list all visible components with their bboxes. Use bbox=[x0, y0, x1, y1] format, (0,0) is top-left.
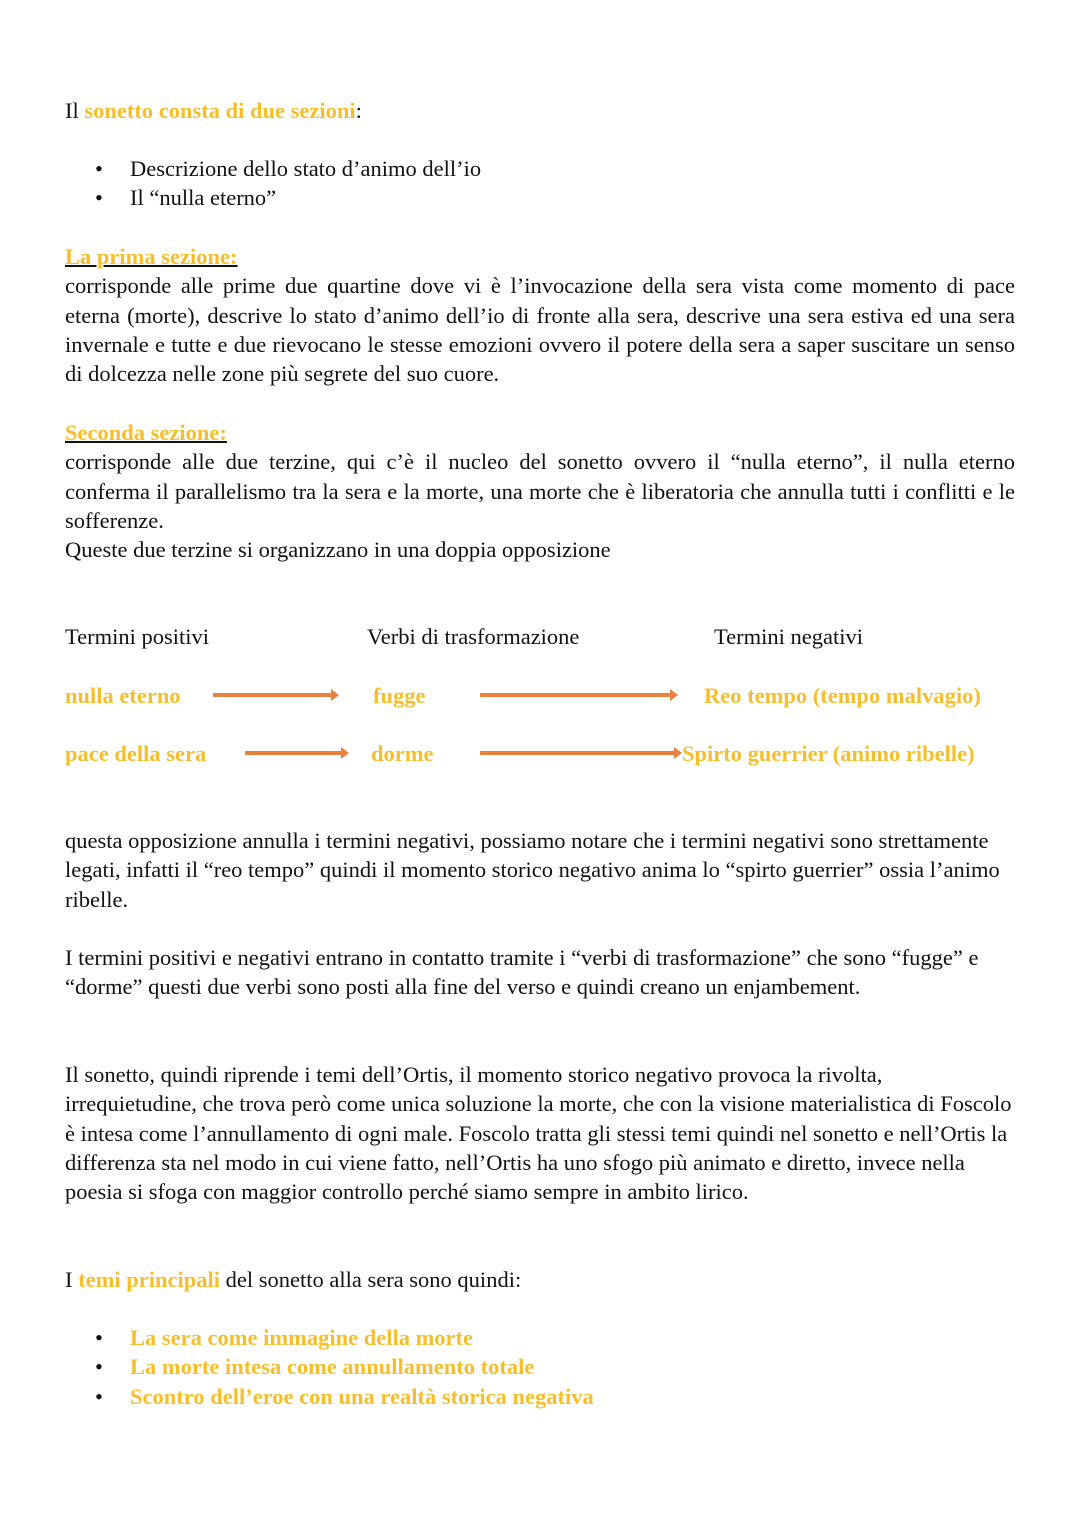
intro-line bbox=[65, 96, 1015, 125]
second-heading: Seconda sezione: bbox=[65, 420, 227, 445]
first-heading: La prima sezione: bbox=[65, 244, 238, 269]
themes-highlight: temi principali bbox=[78, 1267, 220, 1292]
negative-term: Reo tempo (tempo malvagio) bbox=[704, 683, 981, 708]
list-item: • La morte intesa come annullamento totale bbox=[65, 1352, 1015, 1381]
themes-pre: I bbox=[65, 1267, 79, 1292]
positive-term: nulla eterno bbox=[65, 683, 181, 708]
first-section bbox=[65, 242, 1015, 388]
list-item: • Il “nulla eterno” bbox=[65, 183, 1015, 212]
intro-post: : bbox=[355, 98, 362, 123]
arrow-icon bbox=[480, 693, 672, 697]
paragraph: I termini positivi e negativi entrano in contatto tramite i “verbi di trasformazione” che sono “fugge” e “dorme” questi due verbi sono posti alla fine del verso e quindi creano un enjambement. bbox=[65, 945, 979, 1000]
themes-intro bbox=[65, 1265, 1015, 1294]
second-section bbox=[65, 418, 1015, 564]
header-verbs: Verbi di trasformazione bbox=[367, 624, 580, 649]
arrow-icon bbox=[213, 693, 333, 697]
sections-list bbox=[65, 154, 1015, 213]
second-text2: Queste due terzine si organizzano in una doppia opposizione bbox=[65, 537, 611, 563]
paragraph: Il sonetto, quindi riprende i temi dell’Ortis, il momento storico negativo provoca la rivolta, irrequietudine, che trova però come unica soluzione la morte, che con la visione materialistica di Foscolo è intesa come l’annullamento di ogni male. Foscolo tratta gli stessi temi quindi nel sonetto e nell’Ortis la differenza sta nel modo in cui viene fatto, nell’Ortis ha uno sfogo più animato e diretto, invece nella poesia si sfoga con maggior controllo perché siamo sempre in ambito lirico. bbox=[65, 1062, 1012, 1205]
list-item: • Descrizione dello stato d’animo dell’io bbox=[65, 154, 1015, 183]
list-item: • Scontro dell’eroe con una realtà storica negativa bbox=[65, 1382, 1015, 1411]
header-negative: Termini negativi bbox=[714, 624, 864, 649]
intro-pre: Il bbox=[65, 98, 85, 123]
verb: fugge bbox=[373, 683, 426, 708]
first-text: corrisponde alle prime due quartine dove vi è l’invocazione della sera vista come momento di pace eterna (morte), descrive lo stato d’animo dell’io di fronte alla sera, descrive una sera estiva ed una sera invernale e tutte e due rievocano le stesse emozioni ovvero il potere della sera a saper suscitare un senso di dolcezza nelle zone più segrete del suo cuore. bbox=[65, 273, 1015, 387]
positive-term: pace della sera bbox=[65, 741, 207, 766]
arrow-icon bbox=[245, 751, 343, 755]
second-text: corrisponde alle due terzine, qui c’è il nucleo del sonetto ovvero il “nulla eterno”, il nulla eterno conferma il parallelismo tra la sera e la morte, una morte che è liberatoria che annulla tutti i conflitti e le sofferenze. bbox=[65, 449, 1015, 533]
paragraph: questa opposizione annulla i termini negativi, possiamo notare che i termini negativi sono strettamente legati, infatti il “reo tempo” quindi il momento storico negativo anima lo “spirto guerrier” ossia l’animo ribelle. bbox=[65, 828, 1000, 912]
negative-term: Spirto guerrier (animo ribelle) bbox=[682, 741, 975, 766]
themes-post: del sonetto alla sera sono quindi: bbox=[220, 1267, 522, 1292]
themes-list bbox=[65, 1323, 1015, 1411]
arrow-icon bbox=[480, 751, 676, 755]
header-positive: Termini positivi bbox=[65, 624, 210, 649]
verb: dorme bbox=[371, 741, 434, 766]
list-item: • La sera come immagine della morte bbox=[65, 1323, 1015, 1352]
intro-highlight: sonetto consta di due sezioni bbox=[84, 98, 356, 123]
